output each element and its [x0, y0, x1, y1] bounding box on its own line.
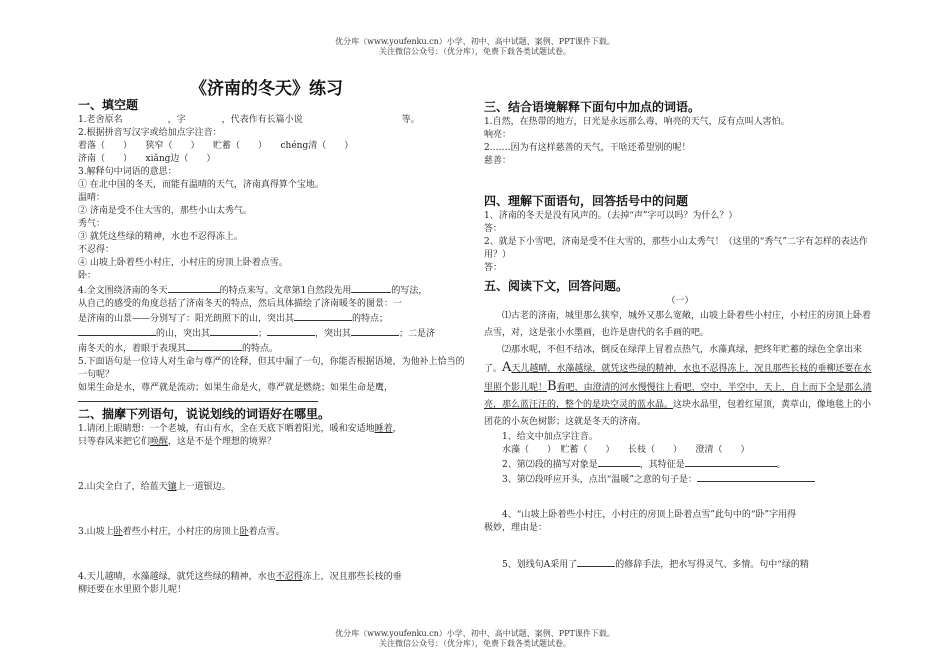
r-q5-text-b: 的修辞手法，把水写得灵气、多情。句中“绿的精 [615, 560, 809, 570]
r-q3 [502, 472, 876, 487]
q3-item-2: ② 济南是受不住大雪的，那些小山太秀气。 [78, 206, 252, 216]
section-4-title: 四、理解下面语句，回答括号中的问题 [484, 194, 689, 208]
q4-text-k: 南冬天的水，着眼于表现其 [78, 344, 187, 354]
footer-line-1: 优分库（www.youfenku.cn）小学、初中、高中试题、案例、PPT课件下载。 [335, 629, 615, 638]
s2-q3-text-b: 着些小村庄，小村庄的房顶上 [122, 527, 240, 537]
underlined-sentence-a: 天儿越晴，水藻越绿，就凭这些绿的精神，水也不忍得冻上，况且那些长枝的垂柳还要在水里照个影儿呢！ [484, 364, 872, 393]
r-q5 [502, 557, 876, 572]
q4-text-f: 的特点； [352, 314, 389, 324]
q1-author: 1.老舍原名 ，字 ，代表作有长篇小说 等。 [78, 115, 420, 125]
s2-q2-underlined: 镶 [167, 482, 177, 492]
s2-q1-underlined-2: 唤醒 [150, 437, 169, 447]
q4-text-i: ，突出其 [315, 329, 352, 339]
page-title: 《济南的冬天》练习 [190, 79, 343, 99]
q2-pinyin-row-2: 济南（ ） xiǎng边（ ） [78, 154, 216, 164]
section-2-title: 二、揣摩下列语句，说说划线的词语好在哪里。 [78, 407, 331, 421]
q4-text-a: 4.全文围绕济南的冬天 [78, 286, 168, 296]
q3-item-3: ③ 就凭这些绿的精神，水也不忍得冻上。 [78, 232, 243, 242]
s2-q1-line-1 [78, 423, 470, 436]
q4-blank-3[interactable] [294, 311, 352, 321]
q3-item-4: ④ 山坡上卧着些小村庄，小村庄的房顶上卧着点雪。 [78, 258, 288, 268]
q4-line-5 [78, 341, 470, 356]
s2-q3-text-a: 3.山坡上 [78, 527, 114, 537]
section-1-title: 一、填空题 [78, 98, 139, 112]
r-q4-line-1: 4、“山坡上卧着些小村庄，小村庄的房顶上卧着点雪”此句中的“卧”字用得 [502, 510, 797, 520]
s2-q4-text-b: 冻上，况且那些长枝的垂 [302, 572, 402, 582]
header-line-2: 关注微信公众号：（优分库），免费下载各类试题试卷。 [379, 47, 571, 56]
q4-blank-8[interactable] [186, 341, 242, 351]
q4-line-4 [78, 326, 470, 341]
passage-p2-text-a: ⑵那水呢，不但不结冰，倒反在绿萍上冒着点热气，水藻真绿，把终年贮蓄的绿色全拿出来了。 [484, 345, 863, 374]
q4-blank-7[interactable] [351, 326, 399, 336]
s2-q2 [78, 481, 470, 494]
r-q4-line-2: 极妙，理由是： [484, 523, 548, 533]
q4-text-b: 的特点来写。文章第1自然段先用 [219, 286, 352, 296]
s2-q1-text-c: 只等春风来把它们 [78, 437, 151, 447]
r-q3-blank[interactable] [697, 472, 815, 482]
passage-p2-text-b: 这块水晶里，包着红屋顶，黄草山，像地毯上的小团花的小灰色树影；这就是冬天的济南。 [484, 400, 872, 427]
q5-answer-blank[interactable] [78, 395, 318, 402]
q3-answer-2: 秀气： [78, 219, 106, 229]
r-q3-text: 3、第⑵段呼应开头，点出“温暖”之意的句子是： [502, 475, 697, 485]
section-3-title: 三、结合语境解释下面句中加点的词语。 [484, 100, 701, 114]
left-column [78, 94, 470, 597]
r-q2-text-c: 。 [776, 460, 786, 470]
r-q5-text-a: 5、划线句A采用了 [502, 560, 578, 570]
q4-blank-6[interactable] [267, 326, 315, 336]
passage-paragraph-2 [484, 342, 876, 431]
page-header [0, 37, 950, 57]
r-q2-blank-2[interactable] [685, 457, 777, 467]
right-column [484, 96, 876, 572]
q3-answer-1: 温晴： [78, 193, 106, 203]
q4-text-c: 的写法， [391, 286, 428, 296]
s4-q2-answer: 答： [484, 263, 503, 273]
q4-text-j: ；二是济 [399, 329, 436, 339]
passage-paragraph-1: ⑴古老的济南，城里那么狭窄，城外又那么宽敞，山坡上卧着些小村庄，小村庄的房顶上卧着点雪，对，这是张小水墨画，也许是唐代的名手画的吧。 [484, 311, 872, 338]
passage-part-label: （一） [666, 296, 694, 306]
header-line-1: 优分库（www.youfenku.cn）小学、初中、高中试题、案例、PPT课件下载。 [335, 37, 615, 46]
q4-blank-2[interactable] [351, 283, 391, 293]
s2-q1-text-a: 1.请闭上眼睛想：一个老城，有山有水，全在天底下晒着阳光，暖和安适地 [78, 424, 375, 434]
underlined-sentence-b: 看吧，由澄清的河水慢慢往上看吧，空中，半空中，天上，自上而下全是那么清亮，那么蓝汪汪的，整个的是块空灵的蓝水晶。 [484, 383, 872, 410]
s3-q1-answer: 响亮： [484, 130, 512, 140]
s2-q1-line-2 [78, 436, 470, 449]
r-q2-text-b: ，其特征是 [639, 460, 685, 470]
q3-prompt: 3.解释句中词语的意思： [78, 167, 177, 177]
q4-text-h: ； [258, 329, 268, 339]
q3-answer-4: 卧： [78, 271, 97, 281]
r-q2 [502, 457, 876, 472]
s2-q4-line-2: 柳还要在水里照个影儿呢！ [78, 585, 187, 595]
mark-b: B [547, 379, 557, 394]
q2-pinyin-prompt: 2.根据拼音写汉字或给加点字注音： [78, 128, 222, 138]
s2-q3-underlined-1: 卧 [113, 527, 123, 537]
s2-q2-text-a: 2.山尖全白了，给蓝天 [78, 482, 168, 492]
r-q1: 1、给文中加点字注音。 [502, 432, 598, 442]
section-5-title: 五、阅读下文，回答问题。 [484, 279, 629, 293]
r-q5-blank[interactable] [577, 557, 615, 567]
q4-line-2: 从自己的感受的角度总括了济南冬天的特点，然后具体描绘了济南暖冬的图景：一 [78, 299, 403, 309]
q2-pinyin-row-1: 着落（ ） 狭窄（ ） 贮蓄（ ） chéng清（ ） [78, 141, 354, 151]
s4-q1: 1、济南的冬天是没有风声的。（去掉“声”字可以吗？为什么？） [484, 211, 738, 221]
r-q1-items: 水藻（ ） 贮蓄（ ） 长枝（ ） 澄清（ ） [502, 445, 750, 455]
footer-line-2: 关注微信公众号：（优分库），免费下载各类试题试卷。 [379, 639, 571, 648]
s2-q3-text-c: 着点雪。 [248, 527, 285, 537]
s4-q1-answer: 答： [484, 224, 503, 234]
s2-q3-underlined-2: 卧 [239, 527, 249, 537]
s2-q1-underlined-1: 睡着 [374, 424, 393, 434]
q4-text-g: 的山，突出其 [156, 329, 211, 339]
s2-q3 [78, 526, 470, 539]
q4-line-1 [78, 283, 470, 298]
s2-q4-line-1 [78, 571, 470, 584]
s2-q1-text-d: ，这是不是个理想的境界？ [168, 437, 277, 447]
q4-blank-5[interactable] [210, 326, 258, 336]
q5-prompt: 5.下面语句是一位诗人对生命与尊严的诠释，但其中漏了一句，你能否根据语境，为他补上恰当的一句呢？ [78, 357, 465, 380]
q3-item-1: ① 在北中国的冬天，而能有温晴的天气，济南真得算个宝地。 [78, 180, 324, 190]
r-q2-blank-1[interactable] [598, 457, 640, 467]
mark-a: A [502, 360, 512, 375]
q4-text-l: 的特点。 [242, 344, 279, 354]
q5-line: 如果生命是水，尊严就是流动；如果生命是火，尊严就是燃烧；如果生命是鹰， [78, 383, 394, 393]
s2-q4-underlined: 不忍得 [275, 572, 303, 582]
q3-answer-3: 不忍得： [78, 245, 115, 255]
s3-q2: 2.……因为有这样慈善的天气，干啥还希望别的呢！ [484, 143, 691, 153]
s2-q4-text-a: 4.天儿越晴，水藻越绿，就凭这些绿的精神，水也 [78, 572, 276, 582]
s2-q2-text-b: 上一道银边。 [176, 482, 231, 492]
s4-q2: 2、就是下小雪吧，济南是受不住大雪的，那些小山太秀气！（这里的“秀气”二字有怎样的表达作用？） [484, 237, 868, 260]
q4-text-e: 是济南的山景——分别写了：阳光朗照下的山，突出其 [78, 314, 295, 324]
q4-blank-4[interactable] [78, 326, 156, 336]
s3-q2-answer: 慈善： [484, 156, 512, 166]
q4-blank-1[interactable] [168, 283, 220, 293]
s2-q1-text-b: ， [392, 424, 402, 434]
s3-q1: 1.自然，在热带的地方，日光是永远那么毒，响亮的天气，反有点叫人害怕。 [484, 117, 790, 127]
page-footer [0, 629, 950, 649]
q4-line-3 [78, 311, 470, 326]
r-q2-text-a: 2、第⑵段的描写对象是 [502, 460, 598, 470]
